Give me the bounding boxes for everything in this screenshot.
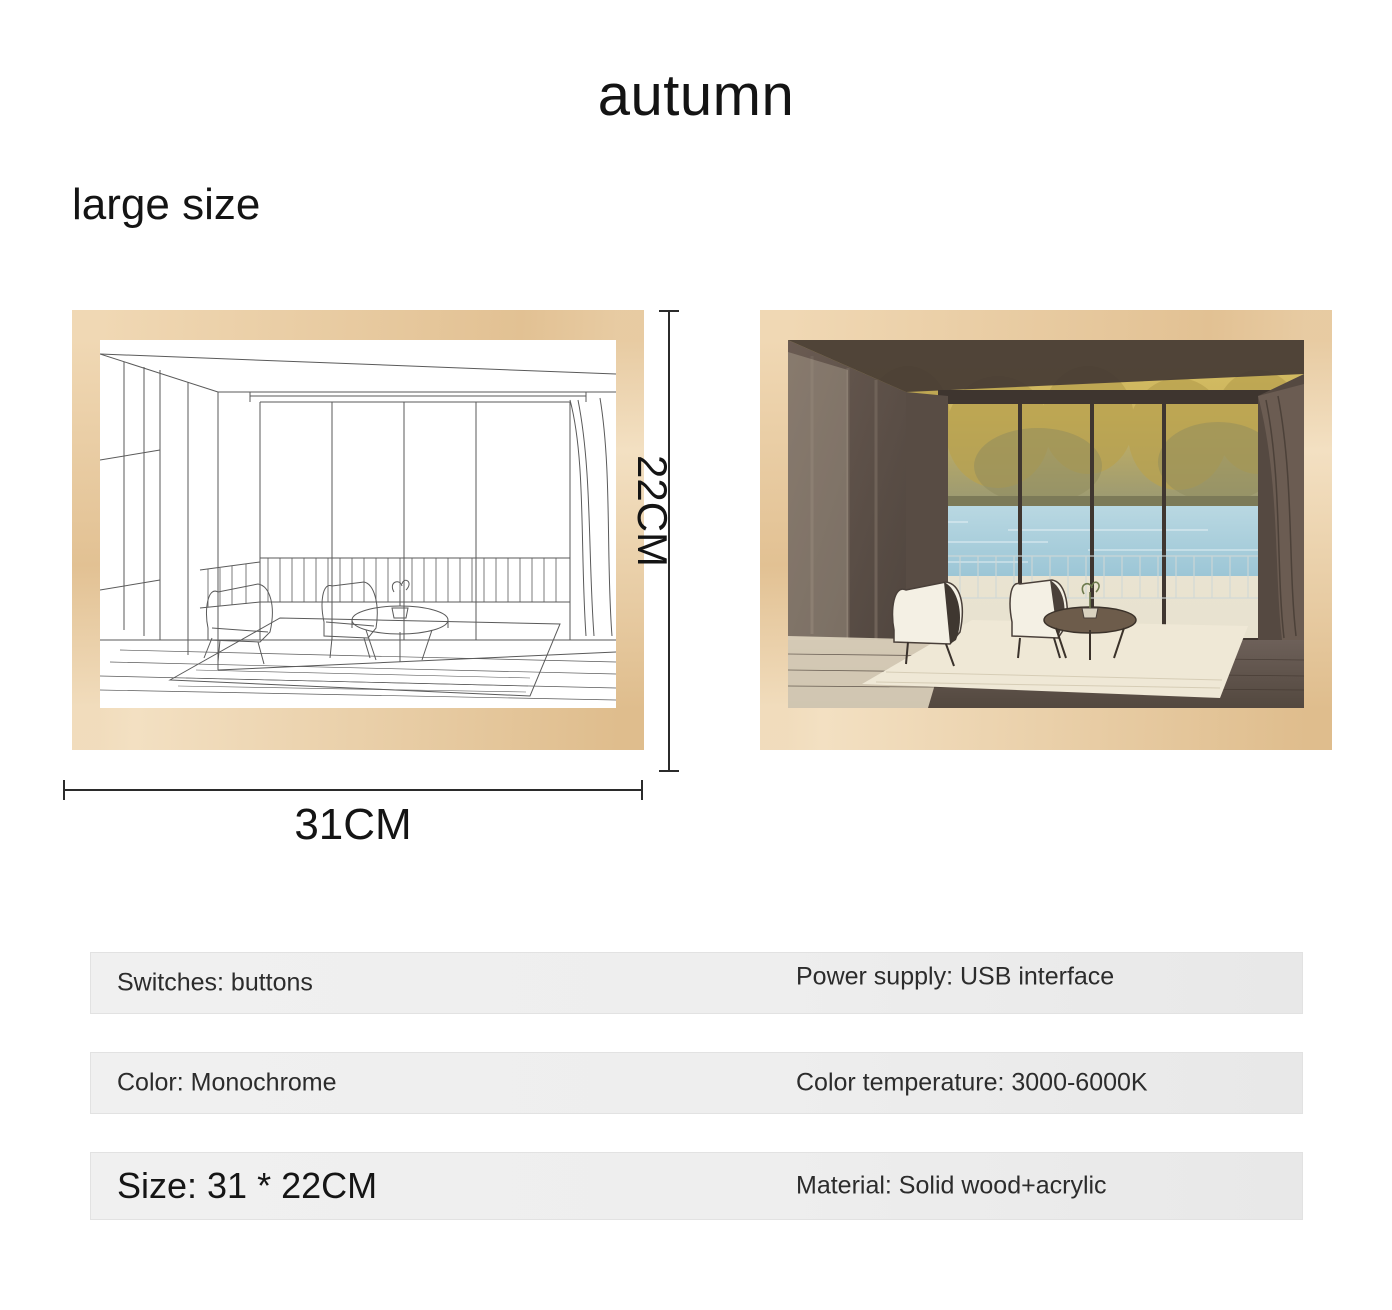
artwork-colored [788,340,1304,708]
size-variant-label: large size [72,180,261,229]
spec-row-color [90,1052,1303,1114]
width-dimension-line [63,789,643,791]
specification-list [90,952,1303,1258]
frame-colored-version [760,310,1332,750]
spec-row-size [90,1152,1303,1220]
page-title: autumn [597,63,795,128]
spec-size-label: Size: 31 * 22CM [117,1165,378,1206]
spec-power-supply-label: Power supply: USB interface [796,962,1115,991]
width-dimension-label: 31CM [294,800,412,849]
spec-row-switches [90,952,1303,1014]
spec-color-temperature-label: Color temperature: 3000-6000K [796,1068,1148,1097]
frame-outline-version [72,310,644,750]
spec-color-label: Color: Monochrome [117,1068,337,1097]
spec-switches-label: Switches: buttons [117,968,313,997]
product-images [0,305,1392,775]
height-dimension-label: 22CM [629,455,676,568]
artwork-outline [100,340,616,708]
spec-material-label: Material: Solid wood+acrylic [796,1171,1107,1200]
